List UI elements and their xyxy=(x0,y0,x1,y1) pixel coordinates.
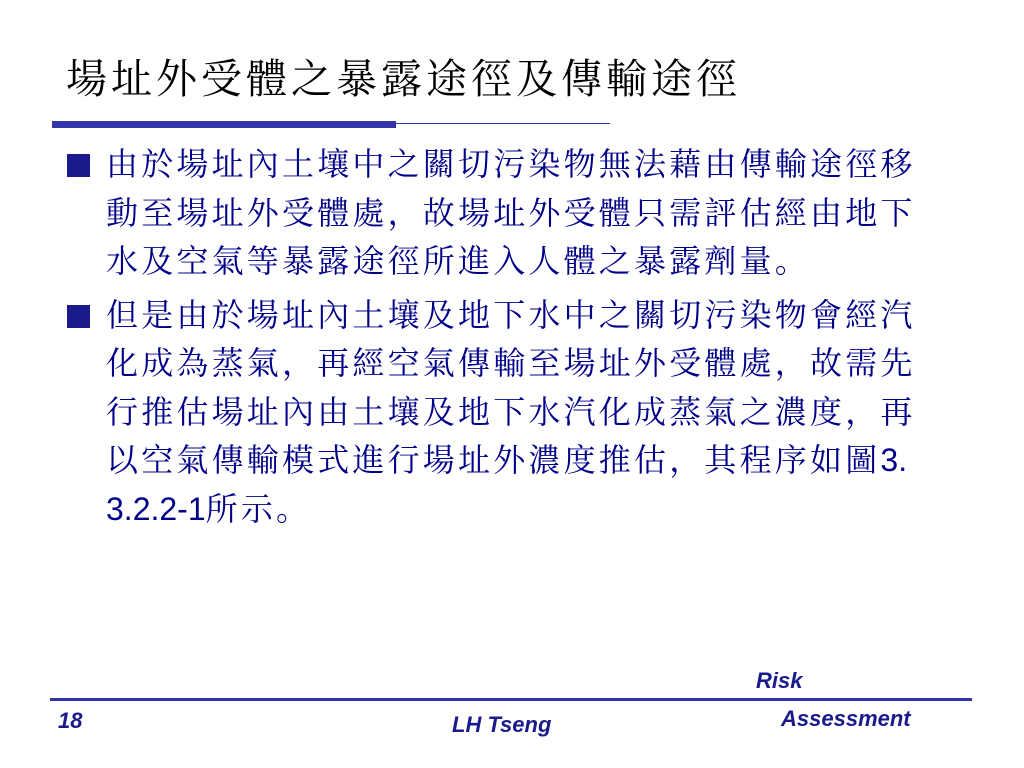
bullet-item-1 xyxy=(62,140,942,286)
footer-rule xyxy=(50,698,972,701)
bullet-text-1: 由於場址內土壤中之關切污染物無法藉由傳輸途徑移動至場址外受體處，故場址外受體只需評估經由地下水及空氣等暴露途徑所進入人體之暴露劑量。 xyxy=(106,145,916,280)
footer-course-line1: Risk xyxy=(756,668,803,693)
square-bullet-icon xyxy=(67,154,90,177)
title-underline-thin xyxy=(396,123,610,124)
bullet-text-2-prefix: 但是由於場址內土壤及地下水中之關切污染物會經汽化成為蒸氣，再經空氣傳輸至場址外受體處，故需先行推估場址內由土壤及地下水汽化成蒸氣之濃度，再以空氣傳輸模式進行場址外濃度推估，其程序如圖 xyxy=(106,295,916,479)
footer-course-line2: Assessment xyxy=(781,706,911,731)
bullet-text-2-suffix: 所示。 xyxy=(205,489,312,528)
slide-title: 場址外受體之暴露途徑及傳輸途徑 xyxy=(66,55,741,103)
bullet-text-2 xyxy=(106,291,926,534)
square-bullet-icon xyxy=(67,305,90,328)
slide-body xyxy=(62,140,942,538)
bullet-item-2 xyxy=(62,291,942,534)
footer-author: LH Tseng xyxy=(452,712,552,737)
title-underline-thick xyxy=(52,121,396,128)
figure-reference: 3.3.2.2-1 xyxy=(106,442,908,527)
page-number: 18 xyxy=(58,708,83,733)
